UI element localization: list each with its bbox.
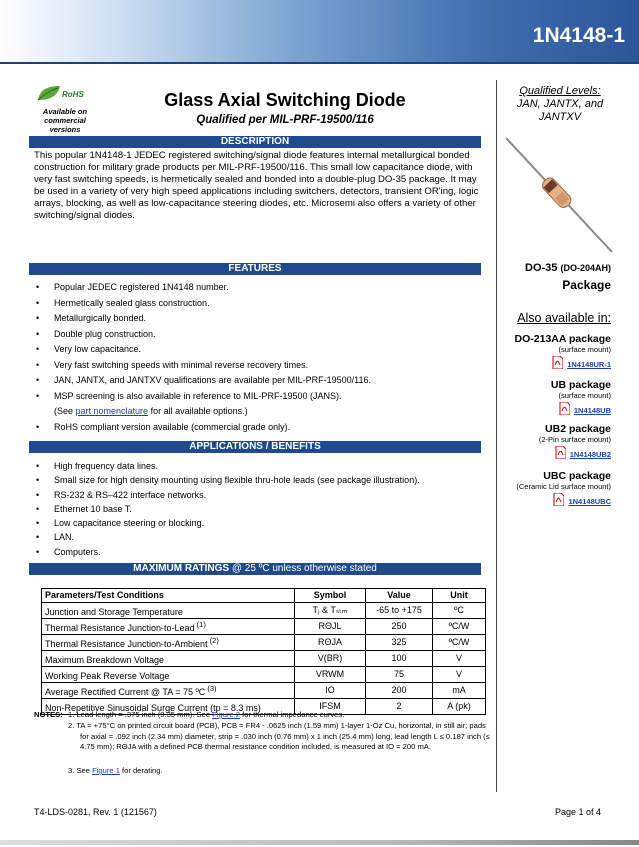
list-item: • Popular JEDEC registered 1N4148 number.	[36, 282, 229, 292]
header-divider	[0, 62, 639, 64]
note-3: 3. See Figure 1 for derating.	[68, 766, 163, 775]
part-link[interactable]: 1N4148UB2	[569, 450, 611, 459]
pdf-icon	[555, 446, 566, 459]
list-item: • Small size for high density mounting using flexible thru-hole leads (see package illustration).	[36, 475, 420, 486]
rohs-text: RoHS	[62, 90, 84, 99]
list-item: • Hermetically sealed glass construction.	[36, 297, 210, 308]
column-divider	[496, 80, 497, 792]
notes-label: NOTES:	[34, 710, 63, 719]
list-item: • Very low capacitance.	[36, 344, 142, 354]
page-number: Page 1 of 4	[554, 807, 601, 817]
features-heading: FEATURES	[29, 263, 481, 275]
header-banner	[0, 0, 639, 62]
table-row: Non-Repetitive Sinusoidal Surge Current (tp = 8.3 ms) IFSM 2 A (pk)	[42, 698, 486, 714]
part-nomenclature-link[interactable]: part nomenclature	[75, 406, 149, 416]
pdf-icon	[553, 493, 564, 506]
list-item: • Computers.	[36, 546, 101, 557]
ratings-heading: MAXIMUM RATINGS @ 25 ºC unless otherwise stated	[29, 563, 481, 575]
part-link[interactable]: 1N4148UBC	[568, 497, 611, 506]
rohs-availability: Available on commercial versions	[42, 107, 88, 134]
figure-1-link[interactable]: Figure 1	[92, 766, 120, 775]
part-link[interactable]: 1N4148UB	[573, 406, 611, 415]
note-2: 2. TA = +75°C on printed circuit board (PCB), PCB = FR4 - .0625 inch (1.59 mm) 1-layer 1-Oz Cu, horizontal, in still air; pads for axial = .092 inch (2.34 mm) diameter, strip = .030 inch (0.76 mm) x 1 inch (25.4 mm) long, lead length L ≤ 0.187 inch (≤ 4.75 mm); RΘJA with a defined PCB thermal resistance condition included, is measured at IO = 200 mA.	[68, 721, 490, 751]
list-item: • LAN.	[36, 532, 75, 543]
ratings-table	[41, 588, 486, 715]
list-item-note: (See part nomenclature for all available options.)	[54, 406, 248, 416]
qualified-levels-text: JAN, JANTX, and JANTXV	[516, 98, 604, 123]
diode-illustration	[500, 132, 620, 262]
list-item: • High frequency data lines.	[36, 461, 159, 471]
applications-list	[34, 460, 420, 560]
part-number: 1N4148-1	[532, 24, 625, 47]
table-row: Junction and Storage Temperature Tⱼ & Tₛₜₘ -65 to +175 ºC	[42, 602, 486, 618]
table-row: Maximum Breakdown Voltage V(BR) 100 V	[42, 650, 486, 666]
page-title: Glass Axial Switching Diode	[164, 90, 406, 110]
qualified-label: Qualified Levels:	[519, 85, 601, 97]
note-1: 1. Lead length = .375 inch (9.35 mm). See Figure 2 for thermal impedance curves.	[68, 710, 345, 719]
list-item: • Very fast switching speeds with minimal reverse recovery times.	[36, 359, 309, 370]
list-item: • Metallurgically bonded.	[36, 313, 147, 323]
alt-package-ub2: UB2 package (2-Pin surface mount) 1N4148UB2	[538, 423, 611, 459]
table-row: Thermal Resistance Junction-to-Ambient $^{(2)}$ RΘJA 325 ºC/W	[42, 634, 486, 650]
list-item: • MSP screening is also available in reference to MIL-PRF-19500 (JANS).	[36, 390, 342, 401]
footer-bar	[0, 840, 639, 845]
description-heading: DESCRIPTION	[29, 136, 481, 148]
table-row: Thermal Resistance Junction-to-Lead $^{(1)}$ RΘJL 250 ºC/W	[42, 618, 486, 634]
also-available-heading: Also available in:	[517, 311, 611, 325]
qualified-levels	[500, 85, 620, 124]
page-subtitle: Qualified per MIL-PRF-19500/116	[196, 114, 374, 126]
figure-2-link[interactable]: Figure 2	[212, 710, 241, 719]
table-header-row: Parameters/Test Conditions Symbol Value Unit	[42, 589, 486, 603]
alt-package-ub: UB package (surface mount) 1N4148UB	[550, 379, 611, 415]
leaf-icon	[36, 84, 62, 102]
package-label: Package	[562, 278, 611, 292]
pdf-icon	[552, 356, 563, 369]
list-item: • Double plug construction.	[36, 328, 156, 339]
list-item: • Ethernet 10 base T.	[36, 503, 132, 514]
applications-heading: APPLICATIONS / BENEFITS	[29, 441, 481, 453]
table-row: Working Peak Reverse Voltage VRWM 75 V	[42, 666, 486, 682]
alt-package-do213aa: DO-213AA package (surface mount) 1N4148UR-1	[514, 333, 611, 369]
list-item: • RS-232 & RS–422 interface networks.	[36, 489, 207, 500]
list-item: • JAN, JANTX, and JANTXV qualifications are available per MIL-PRF-19500/116.	[36, 375, 371, 385]
features-list	[34, 281, 371, 436]
alt-package-ubc: UBC package (Ceramic Lid surface mount) 1N4148UBC	[516, 470, 611, 506]
package-name: DO-35 (DO-204AH)	[525, 262, 611, 274]
document-id: T4-LDS-0281, Rev. 1 (121567)	[34, 807, 157, 817]
pdf-icon	[559, 402, 570, 415]
description-text: This popular 1N4148-1 JEDEC registered switching/signal diode features internal metallurgical bonded construction for military grade products per MIL-PRF-19500/116. This small low capacitance diode, with very fast switching speeds, is hermetically sealed and bonded into a double-plug DO-35 package. It may be used in a variety of very high speed applications including switchers, detectors, transient OR'ing, logic arrays, blocking, as well as low-capacitance steering diodes, etc. Microsemi also offers a variety of other switching/signal diodes.	[34, 150, 479, 222]
list-item: • RoHS compliant version available (commercial grade only).	[36, 421, 291, 432]
list-item: • Low capacitance steering or blocking.	[36, 518, 205, 529]
part-link[interactable]: 1N4148UR-1	[567, 360, 611, 369]
table-row: Average Rectified Current @ TA = 75 ºC $^{(3)}$ IO 200 mA	[42, 682, 486, 698]
